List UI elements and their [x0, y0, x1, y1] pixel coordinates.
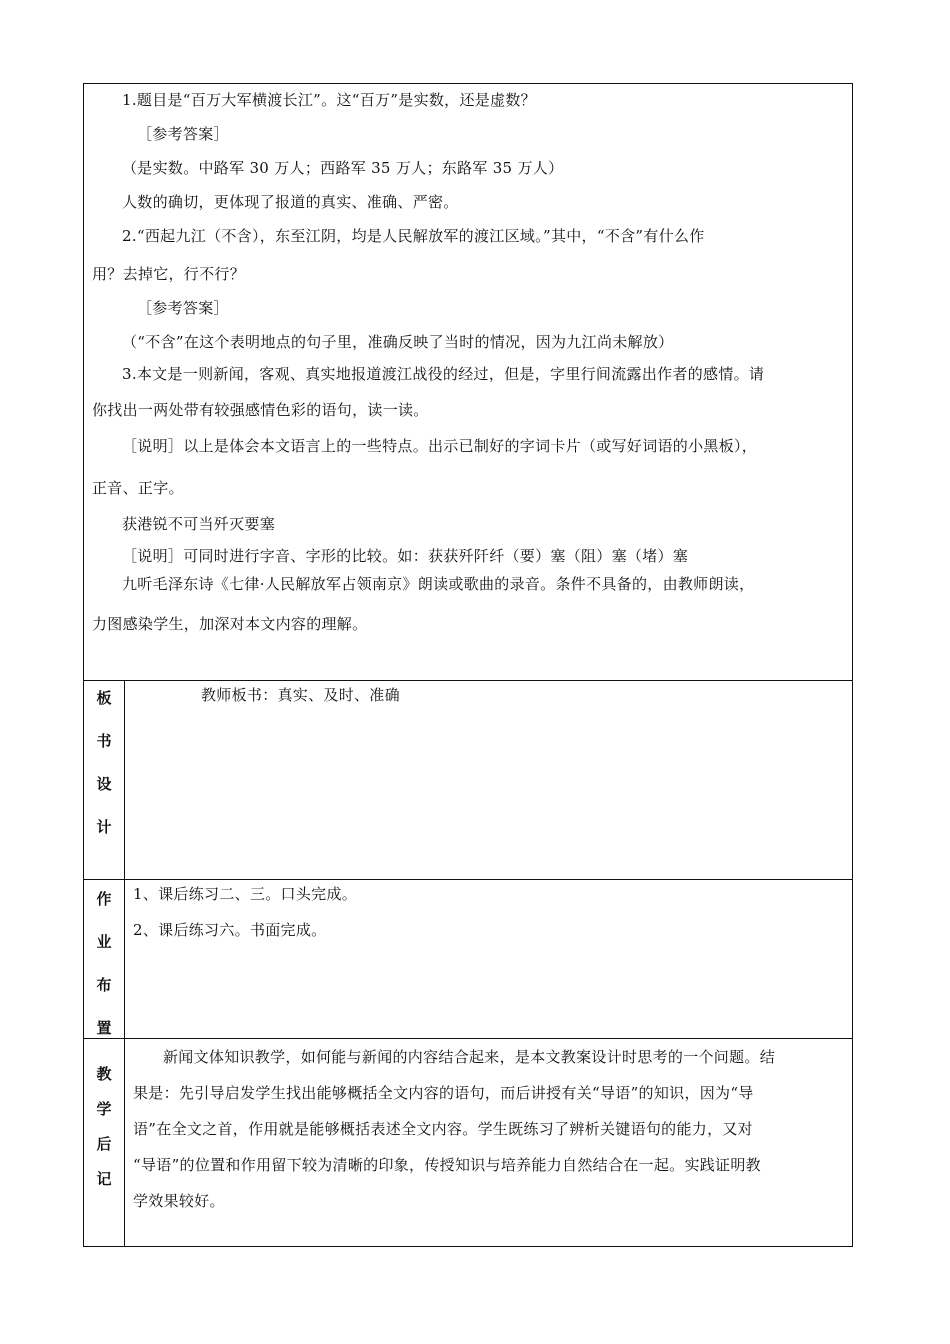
lesson-plan-table	[83, 83, 853, 1247]
teaching-process-row	[84, 84, 853, 681]
reflection-line-1: 新闻文体知识教学，如何能与新闻的内容结合起来，是本文教案设计时思考的一个问题。结	[163, 1048, 776, 1066]
reflection-content	[125, 1039, 852, 1211]
reflection-label-char: 记	[96, 1170, 112, 1188]
lesson-plan-sheet	[83, 83, 852, 1247]
q1-answer: （是实数。中路军 30 万人；西路军 35 万人；东路军 35 万人）	[122, 159, 564, 177]
q2-answer: （“不含”在这个表明地点的句子里，准确反映了当时的情况，因为九江尚未解放）	[122, 333, 674, 351]
reflection-line-2: 果是：先引导启发学生找出能够概括全文内容的语句，而后讲授有关“导语”的知识，因为“导	[133, 1084, 754, 1102]
homework-content-cell	[125, 880, 853, 1039]
board-design-row	[84, 681, 853, 880]
step-9-line2: 力图感染学生，加深对本文内容的理解。	[92, 615, 368, 633]
q1-note: 人数的确切，更体现了报道的真实、准确、严密。	[122, 193, 459, 211]
explanation-1-line2: 正音、正字。	[92, 479, 184, 497]
reflection-line-4: “导语”的位置和作用留下较为清晰的印象，传授知识与培养能力自然结合在一起。实践证明教	[133, 1156, 761, 1174]
vocabulary-words: 获港锐不可当歼灭要塞	[122, 515, 276, 533]
board-label-char: 设	[96, 775, 112, 793]
board-label-char: 计	[96, 818, 112, 836]
board-design-label-cell	[84, 681, 125, 880]
homework-label	[84, 880, 124, 1038]
reflection-content-cell	[125, 1039, 853, 1247]
reflection-line-5: 学效果较好。	[133, 1192, 225, 1210]
question-2-line2: 用？去掉它，行不行？	[92, 265, 246, 283]
question-3-line2: 你找出一两处带有较强感情色彩的语句，读一读。	[92, 401, 429, 419]
homework-content	[125, 880, 852, 940]
teaching-process-content	[84, 84, 852, 634]
homework-item-2: 2、课后练习六。书面完成。	[133, 921, 327, 939]
board-design-label	[84, 681, 124, 837]
reflection-label-char: 学	[96, 1100, 112, 1118]
homework-label-char: 业	[96, 933, 112, 951]
question-3-line1: 3.本文是一则新闻，客观、真实地报道渡江战役的经过，但是，字里行间流露出作者的感情。请	[122, 365, 765, 383]
reflection-label	[84, 1039, 124, 1189]
homework-item-1: 1、课后练习二、三。口头完成。	[133, 885, 358, 903]
board-design-text: 教师板书：真实、及时、准确	[201, 686, 400, 704]
question-2-line1: 2.“西起九江（不含），东至江阴，均是人民解放军的渡江区域。”其中，“不含”有什么作	[122, 227, 705, 245]
reflection-label-cell	[84, 1039, 125, 1247]
step-9-line1: 九听毛泽东诗《七律·人民解放军占领南京》朗读或歌曲的录音。条件不具备的，由教师朗读，	[122, 575, 755, 593]
homework-label-char: 作	[96, 890, 112, 908]
reflection-label-char: 后	[96, 1135, 112, 1153]
teaching-process-cell	[84, 84, 853, 681]
reflection-line-3: 语”在全文之首，作用就是能够概括表述全文内容。学生既练习了辨析关键语句的能力，又对	[133, 1120, 753, 1138]
homework-label-cell	[84, 880, 125, 1039]
board-design-content-cell	[125, 681, 853, 880]
q1-reference-label: ［参考答案］	[137, 125, 229, 143]
homework-row	[84, 880, 853, 1039]
explanation-1-line1: ［说明］以上是体会本文语言上的一些特点。出示已制好的字词卡片（或写好词语的小黑板），	[122, 437, 758, 455]
reflection-label-char: 教	[96, 1065, 112, 1083]
board-label-char: 书	[96, 732, 112, 750]
explanation-2: ［说明］可同时进行字音、字形的比较。如：获获歼阡纤（要）塞（阻）塞（堵）塞	[122, 547, 689, 565]
homework-label-char: 置	[96, 1019, 112, 1037]
question-1: 1.题目是“百万大军横渡长江”。这“百万”是实数，还是虚数？	[122, 91, 536, 109]
reflection-row	[84, 1039, 853, 1247]
q2-reference-label: ［参考答案］	[137, 299, 229, 317]
board-label-char: 板	[96, 689, 112, 707]
homework-label-char: 布	[96, 976, 112, 994]
